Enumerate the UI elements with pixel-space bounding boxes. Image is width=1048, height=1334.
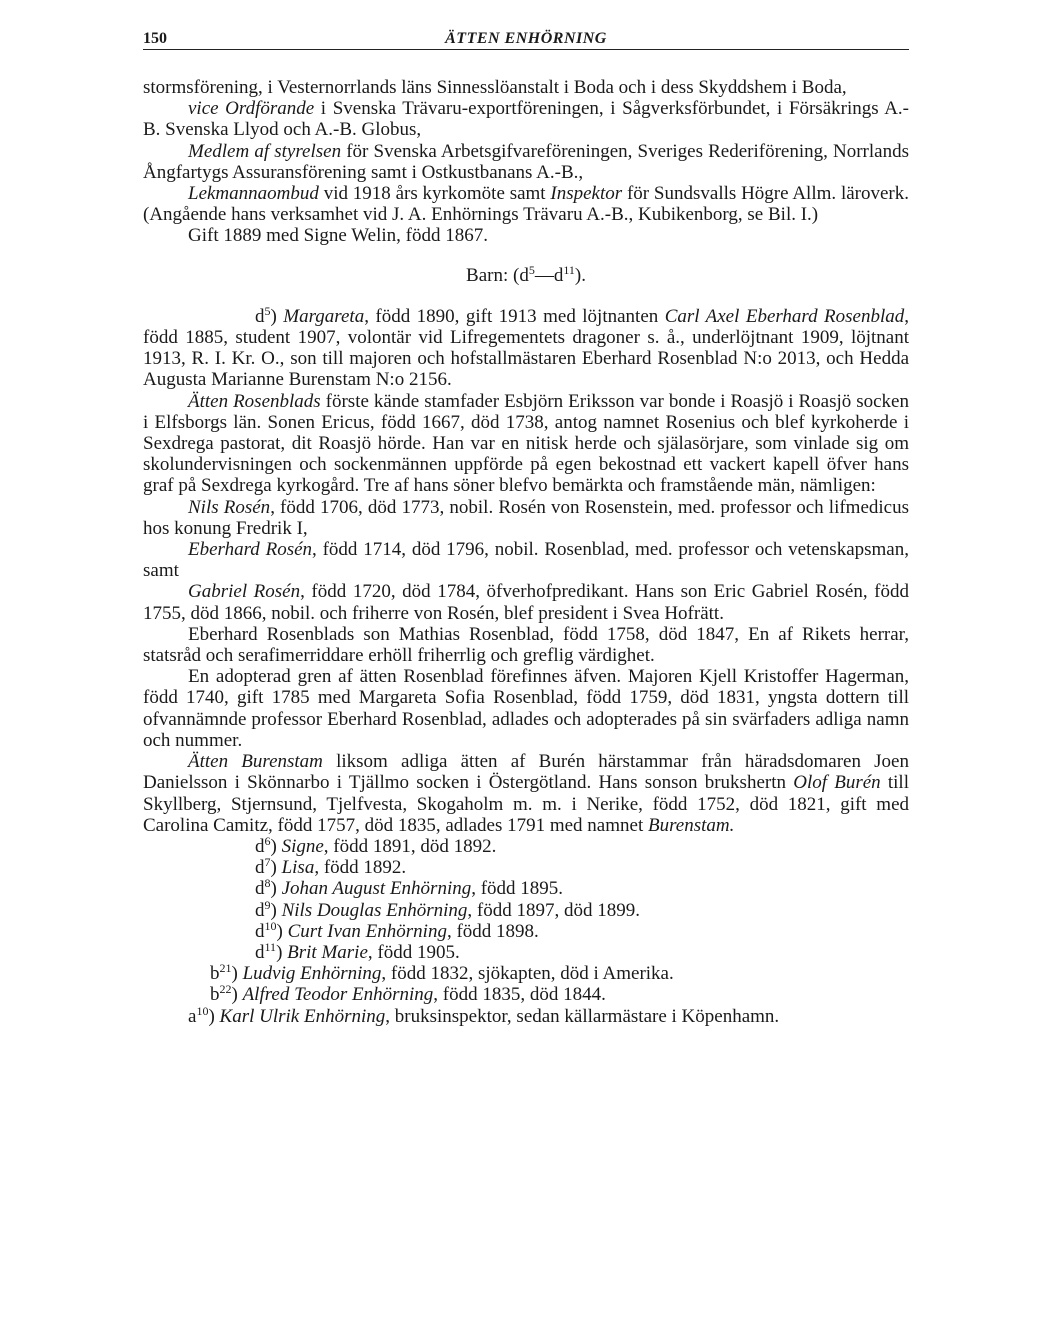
- italic-name: Burenstam.: [647, 814, 735, 836]
- entry-label-sup: 8: [264, 876, 271, 891]
- italic-name: Brit Marie: [287, 941, 368, 963]
- entry-label-sup: 7: [264, 855, 271, 870]
- family-entry: [143, 1003, 909, 1027]
- italic-name: Carl Axel Eberhard Rosenblad: [664, 305, 905, 327]
- text-segment: , född 1835, död 1844.: [433, 984, 606, 1006]
- paragraph: [143, 183, 909, 225]
- entries-b: [143, 963, 909, 1005]
- paragraph: [143, 624, 909, 666]
- text-segment: Eberhard Rosenblads son Mathias Rosenblad, född 1758, död 1847, En af Rikets herrar, statsråd och serafimerriddare erhöll friherrlig och greflig värdighet.: [143, 623, 909, 667]
- running-header: [143, 22, 909, 48]
- entry-label: d: [255, 835, 265, 857]
- italic-name: Ätten Rosenblads: [188, 390, 321, 412]
- text-segment: till Skyllberg, Stjernsund, Tjelfvesta, Skogaholm m. m. i Nerike, född 1752, död 1821, gift med Carolina Camitz, född 1757, död 1835, adlades 1791 med namnet: [143, 772, 909, 836]
- text-segment: ): [270, 857, 282, 879]
- entry-label-sup: 9: [264, 897, 271, 912]
- entry-label-sup: 10: [264, 918, 277, 933]
- text-segment: , bruksinspektor, sedan källarmästare i Köpenhamn.: [385, 1005, 780, 1027]
- text-segment: förste kände stamfader Esbjörn Eriksson var bonde i Roasjö i Roasjö socken i Elfsborgs län. Sonen Ericus, född 1667, död 1738, antog namnet Rosenius och blef kyrkoherde i Sexdrega pastorat, dit Roasjö hörde. Han var en nitisk herde och själasörjare, som vinlade sig om skolundervisningen och sockenmännen uppförde på egen bekostnad ett vackert kapell öfver hans graf på Sexdrega kyrkogård. Tre af hans söner blefvo bemärkta och framstående män, nämligen:: [143, 390, 909, 497]
- text-segment: ): [231, 963, 243, 985]
- text-segment: ): [270, 305, 284, 327]
- text-segment: i Svenska Trävaru-exportföreningen, i Sågverksförbundet, i Försäkrings A.-B. Svenska Llyod och A.-B. Globus,: [143, 98, 909, 141]
- italic-name: Olof Burén: [793, 772, 881, 794]
- sibling-entry: [143, 984, 909, 1005]
- children-heading-sup-end: 11: [563, 262, 575, 277]
- child-entry: [143, 833, 909, 857]
- child-entry-d5: [143, 303, 910, 391]
- child-entry: [143, 897, 909, 921]
- child-entry: [143, 857, 909, 878]
- entry-label: d: [255, 857, 265, 879]
- child-entry: [143, 918, 909, 942]
- text-segment: , född 1905.: [367, 941, 460, 963]
- entry-label: d: [255, 878, 265, 900]
- text-segment: Gift 1889 med Signe Welin, född 1867.: [188, 225, 488, 247]
- italic-name: vice Ordförande: [188, 98, 315, 120]
- italic-name: Medlem af styrelsen: [188, 140, 342, 162]
- children-heading-dash: —d: [534, 264, 564, 286]
- entry-label: a: [188, 1005, 197, 1027]
- text-segment: En adopterad gren af ätten Rosenblad förefinnes äfven. Majoren Kjell Kristoffer Hagerman, född 1740, gift 1785 med Margareta Sofia Rosenblad, född 1759, död 1831, yngsta dottern till ofvannämnde professor Eberhard Rosenblad, adlades och adopterades på sin svärfaders adliga namn och nummer.: [143, 666, 909, 751]
- text-segment: , född 1714, död 1796, nobil. Rosenblad, med. professor och vetenskapsman, samt: [143, 539, 909, 582]
- italic-name: Alfred Teodor Enhörning: [242, 984, 434, 1006]
- text-segment: , född 1720, död 1784, öfverhofpredikant. Hans son Eric Gabriel Rosén, född 1755, död 1866, nobil. och friherre von Rosén, blef president i Svea Hofrätt.: [143, 581, 909, 624]
- paragraph: [143, 539, 909, 581]
- text-segment: , född 1832, sjökapten, död i Amerika.: [381, 963, 674, 985]
- text-segment: stormsförening, i Vesternorrlands läns Sinnesslöanstalt i Boda och i dess Skyddshem i Boda,: [143, 77, 847, 98]
- entry-label-sup: 5: [264, 303, 271, 318]
- text-segment: för Sundsvalls Högre Allm. läroverk. (Angående hans verksamhet vid J. A. Enhörnings Trävaru A.-B., Kubikenborg, se Bil. I.): [143, 183, 909, 226]
- paragraph: [143, 98, 909, 140]
- entry-label-sup: 10: [196, 1003, 209, 1018]
- italic-name: Ätten Burenstam: [188, 751, 323, 773]
- italic-name: Nils Douglas Enhörning: [281, 899, 468, 921]
- entry-label: d: [255, 920, 265, 942]
- text-segment: liksom adliga ätten af Burén härstammar från häradsdomaren Joen Danielsson i Skönnarbo i Tjällmo socken i Östergötland. Hans sonson brukshertn: [143, 751, 909, 794]
- italic-name: Gabriel Rosén: [188, 581, 301, 603]
- text-segment: , född 1897, död 1899.: [467, 899, 640, 921]
- text-segment: , född 1891, död 1892.: [323, 835, 497, 857]
- italic-name: Inspektor: [550, 183, 623, 205]
- child-entry: [143, 939, 909, 963]
- text-segment: , född 1890, gift 1913 med löjtnanten: [364, 305, 665, 327]
- running-title: ÄTTEN ENHÖRNING: [445, 30, 607, 47]
- italic-name: Karl Ulrik Enhörning: [219, 1005, 386, 1027]
- page: [143, 22, 910, 1027]
- paragraph: [143, 225, 909, 246]
- paragraph: [143, 581, 909, 623]
- text-segment: , född 1706, död 1773, nobil. Rosén von Rosenstein, med. professor och lifmedicus hos konung Fredrik I,: [143, 496, 909, 539]
- text-segment: ): [270, 878, 282, 900]
- entry-label-sup: 22: [219, 982, 232, 997]
- italic-name: Lisa: [281, 857, 315, 879]
- children-heading-text: Barn: (d: [466, 264, 529, 286]
- text-segment: , född 1898.: [446, 920, 539, 942]
- text-segment: , född 1892.: [314, 857, 407, 879]
- paragraph: [143, 141, 909, 183]
- text-segment: , född 1895.: [471, 878, 564, 900]
- header-rule: [143, 49, 909, 50]
- italic-name: Nils Rosén: [188, 496, 271, 518]
- entry-label: b: [210, 963, 220, 985]
- italic-name: Signe: [281, 835, 324, 857]
- entry-label: d: [255, 941, 265, 963]
- paragraph: [143, 497, 909, 539]
- entry-label-sup: 11: [264, 939, 277, 954]
- text-segment: ): [208, 1005, 220, 1027]
- italic-name: Curt Ivan Enhörning: [287, 920, 447, 942]
- paragraph: [143, 751, 909, 836]
- child-entry: [143, 878, 909, 899]
- children-heading-close: ).: [574, 264, 586, 286]
- intro-paragraphs: [143, 77, 909, 247]
- paragraph: [143, 77, 909, 98]
- entry-label-sup: 6: [264, 833, 271, 848]
- entry-label-sup: 21: [219, 961, 232, 976]
- italic-name: Johan August Enhörning: [281, 878, 472, 900]
- paragraph: [143, 391, 909, 497]
- entry-a10: [143, 1003, 909, 1027]
- sibling-entry: [143, 963, 909, 984]
- page-body: [143, 77, 909, 1027]
- children-heading: [143, 262, 909, 286]
- child-entry: [143, 303, 910, 391]
- text-segment: vid 1918 års kyrkomöte samt: [318, 183, 551, 205]
- child-entries-d: [143, 833, 909, 963]
- rosenblad-section: [143, 391, 909, 836]
- italic-name: Lekmannaombud: [188, 183, 319, 205]
- text-segment: ): [276, 920, 288, 942]
- text-segment: för Svenska Arbetsgifvareföreningen, Sveriges Rederiförening, Norrlands Ångfartygs Assuransförening samt i Ostkustbanans A.-B.,: [143, 140, 909, 183]
- text-segment: ): [231, 984, 243, 1006]
- entry-label: d: [255, 305, 265, 327]
- children-heading-sup-start: 5: [528, 262, 535, 277]
- text-segment: , född 1885, student 1907, volontär vid Lifregementets dragoner s. å., underlöjtnant 1909, löjtnant 1913, R. I. Kr. O., son till majoren och hofstallmästaren Eberhard Rosenblad N:o 2013, och Hedda Augusta Marianne Burenstam N:o 2156.: [143, 305, 910, 391]
- text-segment: ): [270, 899, 282, 921]
- italic-name: Eberhard Rosén: [188, 539, 313, 561]
- italic-name: Margareta: [283, 305, 365, 327]
- entry-label: d: [255, 899, 265, 921]
- text-segment: ): [270, 835, 282, 857]
- italic-name: Ludvig Enhörning: [242, 963, 382, 985]
- text-segment: ): [276, 941, 288, 963]
- entry-label: b: [210, 984, 220, 1006]
- page-number: 150: [143, 30, 167, 47]
- paragraph: [143, 666, 909, 751]
